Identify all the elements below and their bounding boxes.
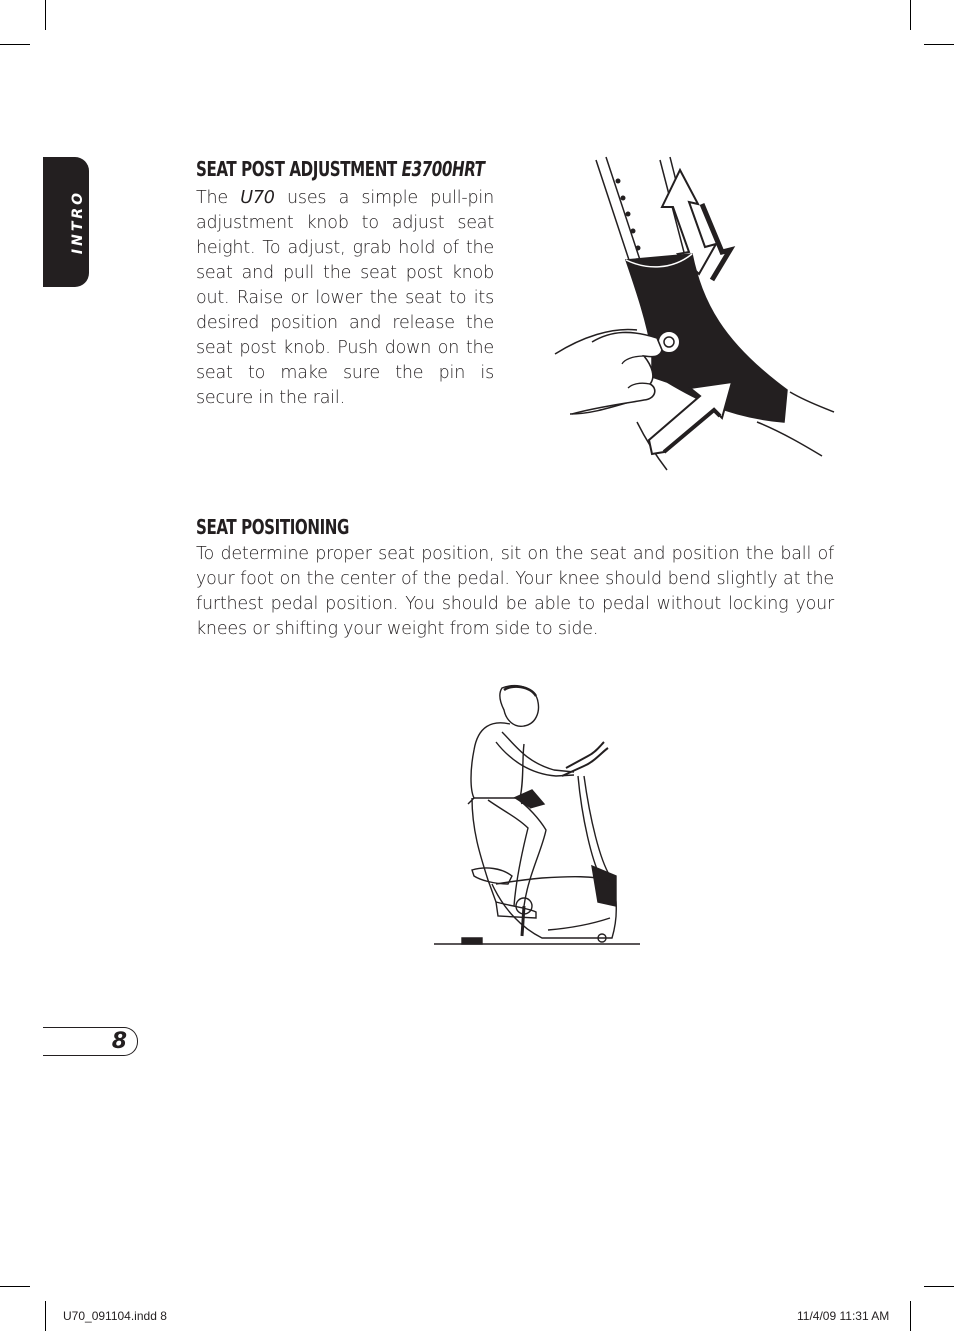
crop-mark bbox=[924, 44, 954, 45]
section-tab-label: INTRO bbox=[70, 189, 86, 255]
section-tab bbox=[43, 157, 89, 287]
seat-post-model-name: U70 bbox=[240, 188, 275, 208]
slug-filename: U70_091104.indd 8 bbox=[63, 1309, 167, 1323]
seat-post-text-intro: The bbox=[196, 188, 228, 208]
seat-post-heading-text: SEAT POST ADJUSTMENT bbox=[196, 157, 397, 181]
seat-post-paragraph bbox=[196, 186, 494, 411]
crop-mark bbox=[910, 0, 911, 30]
crop-mark bbox=[45, 0, 46, 30]
page-number-box bbox=[43, 1027, 138, 1056]
seat-post-text-body: uses a simple pull-pin adjustment knob to adjust seat height. To adjust, grab hold of the seat and pull the seat post knob out. Raise or lower the seat to its desired position and release the seat post knob. Push down on the seat to make sure the pin is secure in the rail. bbox=[196, 188, 494, 408]
seat-post-heading bbox=[196, 157, 485, 181]
exercise-bike-illustration bbox=[432, 680, 642, 950]
crop-mark bbox=[910, 1301, 911, 1331]
crop-mark bbox=[924, 1286, 954, 1287]
seat-post-illustration bbox=[552, 152, 842, 472]
crop-mark bbox=[0, 44, 30, 45]
crop-mark bbox=[45, 1301, 46, 1331]
slug-date: 11/4/09 11:31 AM bbox=[797, 1309, 890, 1323]
crop-mark bbox=[0, 1286, 30, 1287]
seat-positioning-heading: SEAT POSITIONING bbox=[196, 515, 349, 539]
page-number: 8 bbox=[111, 1029, 127, 1054]
seat-post-heading-model: E3700HRT bbox=[401, 157, 485, 181]
seat-positioning-paragraph: To determine proper seat position, sit on the seat and position the ball of your foot on the center of the pedal. Your knee should bend slightly at the furthest pedal position. You should be able to pedal without locking your knees or shifting your weight from side to side. bbox=[196, 544, 834, 639]
